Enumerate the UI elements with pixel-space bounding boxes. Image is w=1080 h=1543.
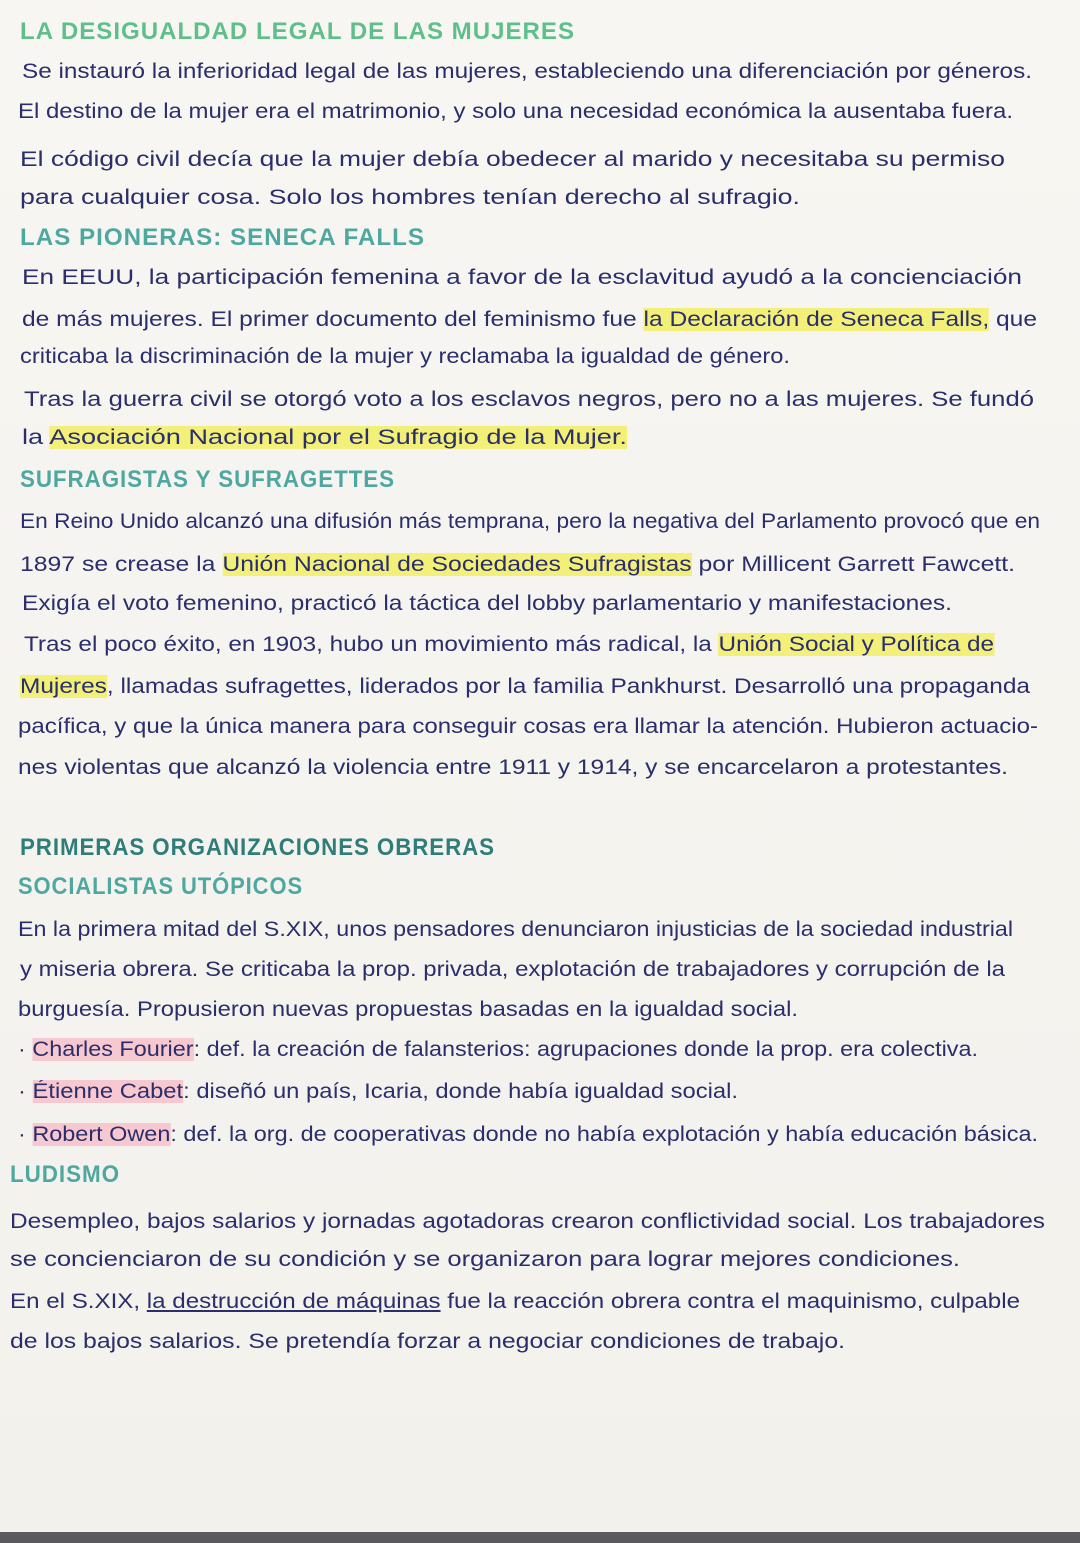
text-line <box>20 672 1030 702</box>
text-segment: nes violentas que alcanzó la violencia entre 1911 y 1914, y se encarcelaron a protestantes. <box>18 756 1008 779</box>
highlighted-name: Charles Fourier <box>32 1038 194 1061</box>
page-edge <box>0 1532 1080 1543</box>
text-line <box>18 915 1013 945</box>
highlighted-text: Unión Social y Política de <box>718 633 994 656</box>
text-segment: 1897 se crease la <box>20 553 223 576</box>
text-line <box>20 507 1040 537</box>
text-line <box>22 423 627 453</box>
text-segment: que <box>989 308 1037 331</box>
text-line <box>20 550 1015 580</box>
text-segment: de los bajos salarios. Se pretendía forzar a negociar condiciones de trabajo. <box>10 1330 846 1353</box>
underlined-text: la destrucción de máquinas <box>146 1290 441 1313</box>
text-segment: de más mujeres. El primer documento del feminismo fue <box>22 308 644 331</box>
text-segment: LA DESIGUALDAD LEGAL DE LAS MUJERES <box>20 18 575 45</box>
text-segment: Exigía el voto femenino, practicó la táctica del lobby parlamentario y manifestaciones. <box>22 592 952 615</box>
text-line <box>18 1077 738 1107</box>
text-line <box>20 145 1005 175</box>
text-segment: En EEUU, la participación femenina a favor de la esclavitud ayudó a la concienciación <box>22 266 1023 289</box>
text-line <box>24 630 994 660</box>
text-line <box>20 183 800 213</box>
highlighted-name: Étienne Cabet <box>32 1080 184 1103</box>
highlighted-text: Asociación Nacional por el Sufragio de la Mujer. <box>49 426 628 449</box>
text-segment: fue la reacción obrera contra el maquinismo, culpable <box>440 1290 1020 1313</box>
text-segment: Desempleo, bajos salarios y jornadas agotadoras crearon conflictividad social. Los trabajadores <box>10 1210 1045 1233</box>
text-segment: LUDISMO <box>10 1161 120 1188</box>
text-segment: LAS PIONERAS: SENECA FALLS <box>20 224 425 251</box>
highlighted-name: Robert Owen <box>32 1123 171 1146</box>
text-line <box>18 1120 1038 1150</box>
section-heading <box>20 17 575 47</box>
text-segment: criticaba la discriminación de la mujer y reclamaba la igualdad de género. <box>20 345 790 368</box>
text-segment: : def. la org. de cooperativas donde no había explotación y había educación básica. <box>170 1123 1038 1146</box>
highlighted-text: la Declaración de Seneca Falls, <box>643 308 990 331</box>
section-heading <box>18 872 303 902</box>
text-segment: En el S.XIX, <box>10 1290 147 1313</box>
text-line <box>22 263 1022 293</box>
text-segment: SUFRAGISTAS Y SUFRAGETTES <box>20 466 395 493</box>
text-segment: para cualquier cosa. Solo los hombres tenían derecho al sufragio. <box>20 186 800 209</box>
section-heading <box>20 223 425 253</box>
text-line <box>18 995 798 1025</box>
text-line <box>20 955 1005 985</box>
text-line <box>10 1245 960 1275</box>
text-segment: PRIMERAS ORGANIZACIONES OBRERAS <box>20 834 495 861</box>
text-line <box>18 97 1013 127</box>
text-segment: · <box>18 1123 33 1146</box>
text-line <box>22 57 1032 87</box>
text-segment: En la primera mitad del S.XIX, unos pensadores denunciaron injusticias de la sociedad industrial <box>18 918 1013 941</box>
text-segment: En Reino Unido alcanzó una difusión más temprana, pero la negativa del Parlamento provocó que en <box>20 510 1040 533</box>
text-segment: El código civil decía que la mujer debía obedecer al marido y necesitaba su permiso <box>20 148 1005 171</box>
text-line <box>24 385 1034 415</box>
text-line <box>10 1207 1045 1237</box>
text-segment: Tras el poco éxito, en 1903, hubo un movimiento más radical, la <box>24 633 719 656</box>
text-segment: : diseñó un país, Icaria, donde había igualdad social. <box>183 1080 739 1103</box>
text-segment: Tras la guerra civil se otorgó voto a los esclavos negros, pero no a las mujeres. Se fundó <box>24 388 1034 411</box>
text-segment: , llamadas sufragettes, liderados por la familia Pankhurst. Desarrolló una propaganda <box>106 675 1030 698</box>
text-segment: El destino de la mujer era el matrimonio, y solo una necesidad económica la ausentaba fuera. <box>18 100 1013 123</box>
text-segment: y miseria obrera. Se criticaba la prop. privada, explotación de trabajadores y corrupción de la <box>20 958 1005 981</box>
text-segment: por Millicent Garrett Fawcett. <box>691 553 1015 576</box>
text-segment: · <box>18 1038 33 1061</box>
text-segment: Se instauró la inferioridad legal de las mujeres, estableciendo una diferenciación por géneros. <box>22 60 1032 83</box>
text-line <box>18 712 1038 742</box>
section-heading <box>20 833 495 863</box>
text-segment: SOCIALISTAS UTÓPICOS <box>18 873 303 900</box>
highlighted-text: Unión Nacional de Sociedades Sufragistas <box>222 553 692 576</box>
text-segment: : def. la creación de falansterios: agrupaciones donde la prop. era colectiva. <box>193 1038 979 1061</box>
text-segment: · <box>18 1080 33 1103</box>
section-heading <box>20 465 395 495</box>
highlighted-text: Mujeres <box>20 675 107 698</box>
text-line <box>22 589 952 619</box>
text-segment: burguesía. Propusieron nuevas propuestas basadas en la igualdad social. <box>18 998 798 1021</box>
text-segment: la <box>22 426 50 449</box>
text-line <box>18 1035 978 1065</box>
text-segment: se concienciaron de su condición y se organizaron para lograr mejores condiciones. <box>10 1248 960 1271</box>
section-heading <box>10 1160 120 1190</box>
text-line <box>20 342 790 372</box>
text-line <box>10 1287 1020 1317</box>
text-segment: pacífica, y que la única manera para conseguir cosas era llamar la atención. Hubieron actuacio- <box>18 715 1038 738</box>
text-line <box>10 1327 845 1357</box>
text-line <box>18 753 1008 783</box>
text-line <box>22 305 1037 335</box>
